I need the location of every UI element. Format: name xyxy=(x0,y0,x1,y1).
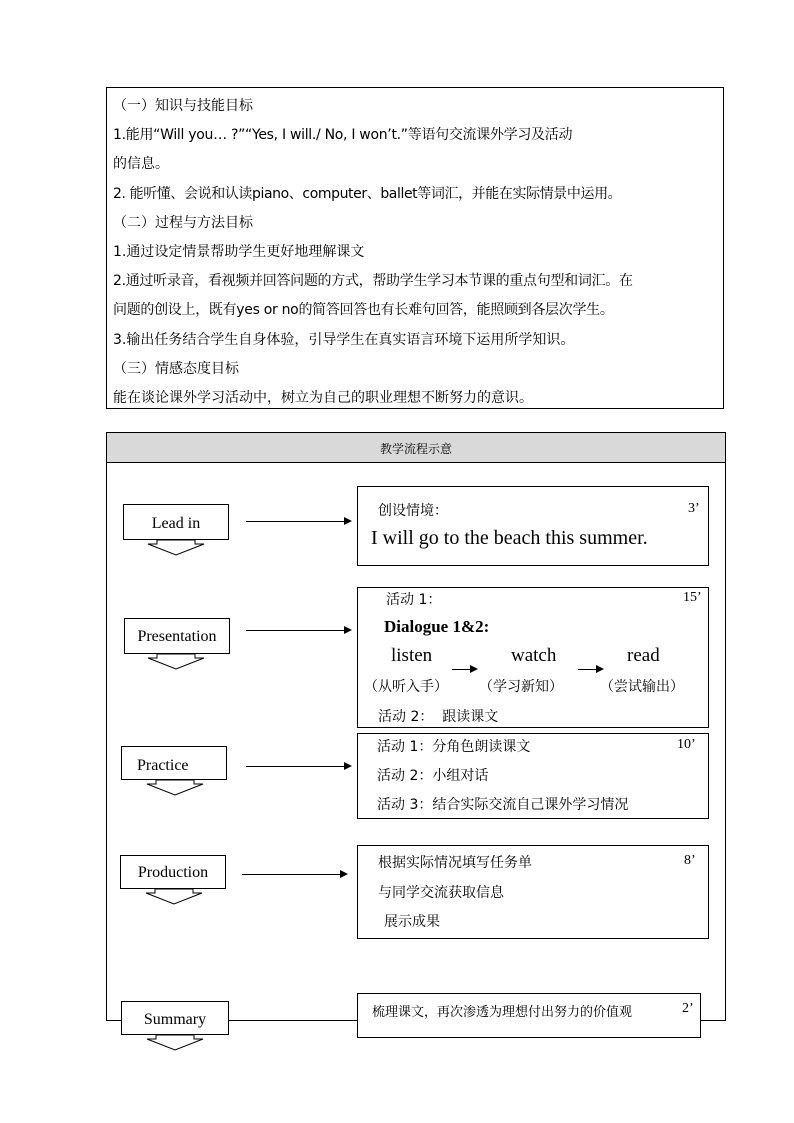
lead-in-time: 3’ xyxy=(688,501,700,516)
practice-time: 10’ xyxy=(677,737,696,752)
objective-heading-knowledge: （一）知识与技能目标 xyxy=(113,98,253,114)
lead-in-title: 创设情境： xyxy=(378,503,448,519)
objective-text: 1.能用“Will you… ?”“Yes, I will./ No, I won’t.”等语句交流课外学习及活动 xyxy=(113,127,573,144)
production-line-3: 展示成果 xyxy=(384,914,440,930)
step-arrow-line xyxy=(578,669,598,670)
right-arrow-icon xyxy=(596,665,604,673)
presentation-activity-1: 活动 1： xyxy=(386,592,442,608)
objectives-box xyxy=(106,87,724,409)
objective-text: 1.通过设定情景帮助学生更好地理解课文 xyxy=(113,243,365,260)
production-line-1: 根据实际情况填写任务单 xyxy=(378,855,532,871)
down-arrow-icon xyxy=(146,780,204,796)
down-arrow-icon xyxy=(147,540,205,556)
down-arrow-icon xyxy=(145,889,203,905)
stage-label: Presentation xyxy=(137,628,217,645)
right-arrow-icon xyxy=(340,870,348,878)
step-read-note: （尝试输出） xyxy=(600,679,684,695)
down-arrow-icon xyxy=(146,1035,204,1051)
practice-activity-1: 活动 1：分角色朗读课文 xyxy=(377,739,531,755)
objective-text: 的信息。 xyxy=(113,156,169,173)
lead-in-box xyxy=(357,486,709,566)
objective-heading-process: （二）过程与方法目标 xyxy=(113,214,253,231)
connector-line xyxy=(246,766,346,767)
connector-line xyxy=(242,874,342,875)
down-arrow-icon xyxy=(147,654,205,670)
flow-header: 教学流程示意 xyxy=(107,433,725,463)
stage-label: Practice xyxy=(137,757,189,774)
step-watch: watch xyxy=(511,645,557,666)
objective-text: 3.输出任务结合学生自身体验，引导学生在真实语言环境下运用所学知识。 xyxy=(113,331,575,348)
practice-activity-3: 活动 3：结合实际交流自己课外学习情况 xyxy=(377,797,629,813)
right-arrow-icon xyxy=(344,626,352,634)
connector-line xyxy=(246,630,346,631)
stage-lead-in xyxy=(123,504,229,540)
step-read: read xyxy=(627,645,660,666)
presentation-time: 15’ xyxy=(683,590,702,605)
objective-text: 2.通过听录音，看视频并回答问题的方式，帮助学生学习本节课的重点句型和词汇。在 xyxy=(113,273,633,290)
objective-text: 能在谈论课外学习活动中，树立为自己的职业理想不断努力的意识。 xyxy=(113,389,533,406)
summary-line: 梳理课文，再次渗透为理想付出努力的价值观 xyxy=(372,1005,633,1020)
production-time: 8’ xyxy=(684,853,696,868)
right-arrow-icon xyxy=(470,665,478,673)
stage-label: Production xyxy=(137,864,209,881)
step-arrow-line xyxy=(452,669,472,670)
summary-time: 2’ xyxy=(682,1001,694,1016)
step-watch-note: （学习新知） xyxy=(479,679,563,695)
stage-label: Summary xyxy=(143,1011,207,1028)
practice-activity-2: 活动 2：小组对话 xyxy=(377,768,489,784)
production-line-2: 与同学交流获取信息 xyxy=(378,885,504,901)
presentation-dialogue: Dialogue 1&2: xyxy=(384,617,490,636)
connector-line xyxy=(246,521,346,522)
presentation-activity-2: 活动 2： 跟读课文 xyxy=(378,709,499,725)
right-arrow-icon xyxy=(344,517,352,525)
step-listen-note: （从听入手） xyxy=(364,679,448,695)
step-listen: listen xyxy=(391,645,433,666)
right-arrow-icon xyxy=(344,762,352,770)
stage-summary xyxy=(121,1001,229,1035)
lead-in-sentence: I will go to the beach this summer. xyxy=(371,527,648,549)
stage-production xyxy=(120,855,226,889)
stage-practice xyxy=(121,746,227,780)
stage-label: Lead in xyxy=(151,515,201,532)
objective-text: 问题的创设上，既有yes or no的简答回答也有长难句回答，能照顾到各层次学生。 xyxy=(113,302,614,319)
objective-heading-attitude: （三）情感态度目标 xyxy=(113,360,239,377)
objective-text: 2. 能听懂、会说和认读piano、computer、ballet等词汇，并能在实际情景中运用。 xyxy=(113,185,622,202)
stage-presentation xyxy=(124,618,230,654)
